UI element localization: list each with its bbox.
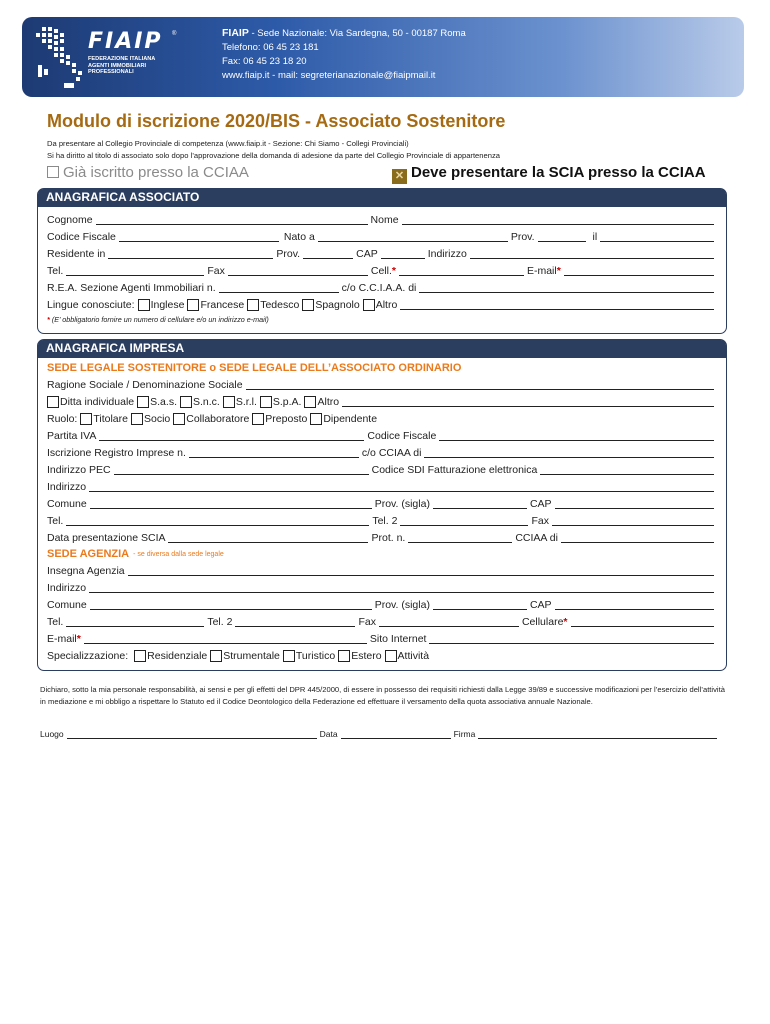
checkbox-preposto[interactable]: [252, 413, 264, 425]
tel2-impresa-field[interactable]: [400, 515, 528, 526]
cognome-field[interactable]: [96, 214, 368, 225]
ragione-sociale-field[interactable]: [246, 379, 714, 390]
checkbox-altro-forma[interactable]: [304, 396, 316, 408]
header-banner: [22, 17, 744, 97]
checkbox-spagnolo[interactable]: [302, 299, 314, 311]
registered-mark-icon: ®: [172, 31, 177, 37]
fax-impresa-field[interactable]: [552, 515, 714, 526]
tel-impresa-field[interactable]: [66, 515, 369, 526]
sede-address: - Sede Nazionale: Via Sardegna, 50 - 00187 Roma: [251, 28, 466, 39]
checkbox-titolare[interactable]: [80, 413, 92, 425]
row-tel-impresa: Tel. Tel. 2 Fax: [47, 512, 726, 529]
choice-deve-presentare[interactable]: ✕ Deve presentare la SCIA presso la CCIAA: [392, 164, 706, 184]
partita-iva-field[interactable]: [99, 430, 364, 441]
row-codice-fiscale: Codice Fiscale Nato a Prov. il: [47, 228, 726, 245]
sdi-field[interactable]: [540, 464, 714, 475]
nome-field[interactable]: [402, 214, 714, 225]
indirizzo-agenzia-field[interactable]: [89, 582, 714, 593]
data-scia-field[interactable]: [168, 532, 368, 543]
row-cognome-nome: Cognome Nome: [47, 211, 726, 228]
checkbox-dipendente[interactable]: [310, 413, 322, 425]
row-specializzazione: Specializzazione: Residenziale Strumentale Turistico Estero Attività: [47, 649, 430, 662]
checkbox-estero[interactable]: [338, 650, 350, 662]
checkbox-inglese[interactable]: [138, 299, 150, 311]
sito-internet-field[interactable]: [429, 633, 714, 644]
tel2-agenzia-field[interactable]: [235, 616, 355, 627]
row-contatti: Tel. Fax Cell. * E-mail *: [47, 262, 726, 279]
page-title: Modulo di iscrizione 2020/BIS - Associato Sostenitore: [47, 111, 506, 131]
checkbox-tedesco[interactable]: [247, 299, 259, 311]
fax-agenzia-field[interactable]: [379, 616, 519, 627]
indirizzo-field[interactable]: [470, 248, 714, 259]
checkbox-turistico[interactable]: [283, 650, 295, 662]
comune-impresa-field[interactable]: [90, 498, 372, 509]
luogo-field[interactable]: [67, 730, 317, 739]
cciaa-field[interactable]: [419, 282, 714, 293]
checkbox-residenziale[interactable]: [134, 650, 146, 662]
checkbox-snc[interactable]: [180, 396, 192, 408]
cap-field[interactable]: [381, 248, 425, 259]
checkbox-ditta[interactable]: [47, 396, 59, 408]
prot-field[interactable]: [408, 532, 512, 543]
row-insegna: Insegna Agenzia: [47, 562, 726, 579]
logo-wordmark: FIAIP: [88, 29, 163, 54]
prov-agenzia-field[interactable]: [433, 599, 527, 610]
logo-subtitle: FEDERAZIONE ITALIANA AGENTI IMMOBILIARI PROFESSIONALI: [88, 56, 156, 76]
rea-field[interactable]: [219, 282, 339, 293]
cap-agenzia-field[interactable]: [555, 599, 714, 610]
cciaa-scia-field[interactable]: [561, 532, 714, 543]
row-pec: Indirizzo PEC Codice SDI Fatturazione elettronica: [47, 461, 726, 478]
cell-field[interactable]: [399, 265, 524, 276]
mandatory-note: * (E’ obbligatorio fornire un numero di cellulare e/o un indirizzo e-mail): [47, 314, 269, 324]
indirizzo-impresa-field[interactable]: [89, 481, 714, 492]
row-registro-imprese: Iscrizione Registro Imprese n. c/o CCIAA di: [47, 444, 726, 461]
section-anagrafica-associato: [37, 188, 727, 334]
fax: Fax: 06 45 23 18 20: [222, 56, 307, 67]
row-scia: Data presentazione SCIA Prot. n. CCIAA di: [47, 529, 726, 546]
residente-in-field[interactable]: [108, 248, 273, 259]
row-tel-agenzia: Tel. Tel. 2 Fax Cellulare *: [47, 613, 726, 630]
tel-field[interactable]: [66, 265, 204, 276]
codice-fiscale-impresa-field[interactable]: [439, 430, 714, 441]
row-rea: R.E.A. Sezione Agenti Immobiliari n. c/o C.C.I.A.A. di: [47, 279, 726, 296]
section-anagrafica-impresa: [37, 339, 727, 671]
email-field[interactable]: [564, 265, 714, 276]
checkbox-attivita[interactable]: [385, 650, 397, 662]
prov-nascita-field[interactable]: [538, 231, 586, 242]
checked-x-icon[interactable]: ✕: [392, 169, 407, 184]
checkbox-spa[interactable]: [260, 396, 272, 408]
cciaa-impresa-field[interactable]: [424, 447, 714, 458]
row-indirizzo-agenzia: Indirizzo: [47, 579, 726, 596]
altra-forma-field[interactable]: [342, 396, 714, 407]
row-partita-iva: Partita IVA Codice Fiscale: [47, 427, 726, 444]
row-indirizzo-impresa: Indirizzo: [47, 478, 726, 495]
row-residenza: Residente in Prov. CAP Indirizzo: [47, 245, 726, 262]
italy-map-logo-icon: [34, 25, 92, 91]
cap-impresa-field[interactable]: [555, 498, 714, 509]
codice-fiscale-field[interactable]: [119, 231, 279, 242]
row-comune-impresa: Comune Prov. (sigla) CAP: [47, 495, 726, 512]
row-lingue: Lingue conosciute: Inglese Francese Tedesco Spagnolo Altro: [47, 296, 726, 313]
row-ruolo: Ruolo: Titolare Socio Collaboratore Preposto Dipendente: [47, 412, 378, 425]
fax-field[interactable]: [228, 265, 368, 276]
org-name: FIAIP: [222, 27, 249, 39]
nato-a-field[interactable]: [318, 231, 508, 242]
checkbox-francese[interactable]: [187, 299, 199, 311]
checkbox-sas[interactable]: [137, 396, 149, 408]
section-heading: ANAGRAFICA ASSOCIATO: [38, 189, 726, 207]
checkbox-socio[interactable]: [131, 413, 143, 425]
cellulare-agenzia-field[interactable]: [571, 616, 715, 627]
data-nascita-field[interactable]: [600, 231, 714, 242]
tel-agenzia-field[interactable]: [66, 616, 204, 627]
signature-row: Luogo Data Firma: [40, 729, 720, 739]
sede-agenzia-title: SEDE AGENZIA - se diversa dalla sede legale: [47, 548, 224, 560]
checkbox-altro[interactable]: [363, 299, 375, 311]
prov-residenza-field[interactable]: [303, 248, 353, 259]
checkbox-strumentale[interactable]: [210, 650, 222, 662]
row-email-agenzia: E-mail * Sito Internet: [47, 630, 726, 647]
header-contact-info: [222, 26, 466, 83]
sede-legale-title: SEDE LEGALE SOSTENITORE o SEDE LEGALE DELL’ASSOCIATO ORDINARIO: [47, 362, 462, 374]
email-agenzia-field[interactable]: [84, 633, 367, 644]
insegna-field[interactable]: [128, 565, 714, 576]
checkbox-srl[interactable]: [223, 396, 235, 408]
website-mail: www.fiaip.it - mail: segreterianazionale@fiaipmail.it: [222, 70, 436, 81]
row-forma-giuridica: Ditta individuale S.a.s. S.n.c. S.r.l. S.p.A. Altro: [47, 393, 726, 410]
pec-field[interactable]: [114, 464, 369, 475]
altre-lingue-field[interactable]: [400, 299, 714, 310]
intro-text: Da presentare al Collegio Provinciale di competenza (www.fiaip.it - Sezione: Chi Siamo - Collegi Provinciali) Si ha diritto al titolo di associato solo dopo l’approvazione della domanda di adesione da parte del Collegio Provinciale di appartenenza: [47, 139, 500, 160]
checkbox-collaboratore[interactable]: [173, 413, 185, 425]
row-comune-agenzia: Comune Prov. (sigla) CAP: [47, 596, 726, 613]
choice-gia-iscritto[interactable]: Già iscritto presso la CCIAA: [47, 164, 249, 181]
registro-imprese-field[interactable]: [189, 447, 359, 458]
firma-field[interactable]: [478, 730, 717, 739]
declaration-text: Dichiaro, sotto la mia personale responsabilità, ai sensi e per gli effetti del DPR 445/2000, di essere in possesso dei requisiti richiesti dalla Legge 39/89 e successive modificazioni per l’esercizio dell’attività in mediazione e mi obbligo a rispettare lo Statuto ed il Codice Deontologico della Federazione ed effettuare il versamento della quota associativa annuale Nazionale.: [40, 685, 725, 706]
section-heading: ANAGRAFICA IMPRESA: [38, 340, 726, 358]
row-ragione-sociale: Ragione Sociale / Denominazione Sociale: [47, 376, 726, 393]
phone: Telefono: 06 45 23 181: [222, 42, 319, 53]
checkbox-icon[interactable]: [47, 166, 59, 178]
comune-agenzia-field[interactable]: [90, 599, 372, 610]
data-field[interactable]: [341, 730, 451, 739]
prov-impresa-field[interactable]: [433, 498, 527, 509]
